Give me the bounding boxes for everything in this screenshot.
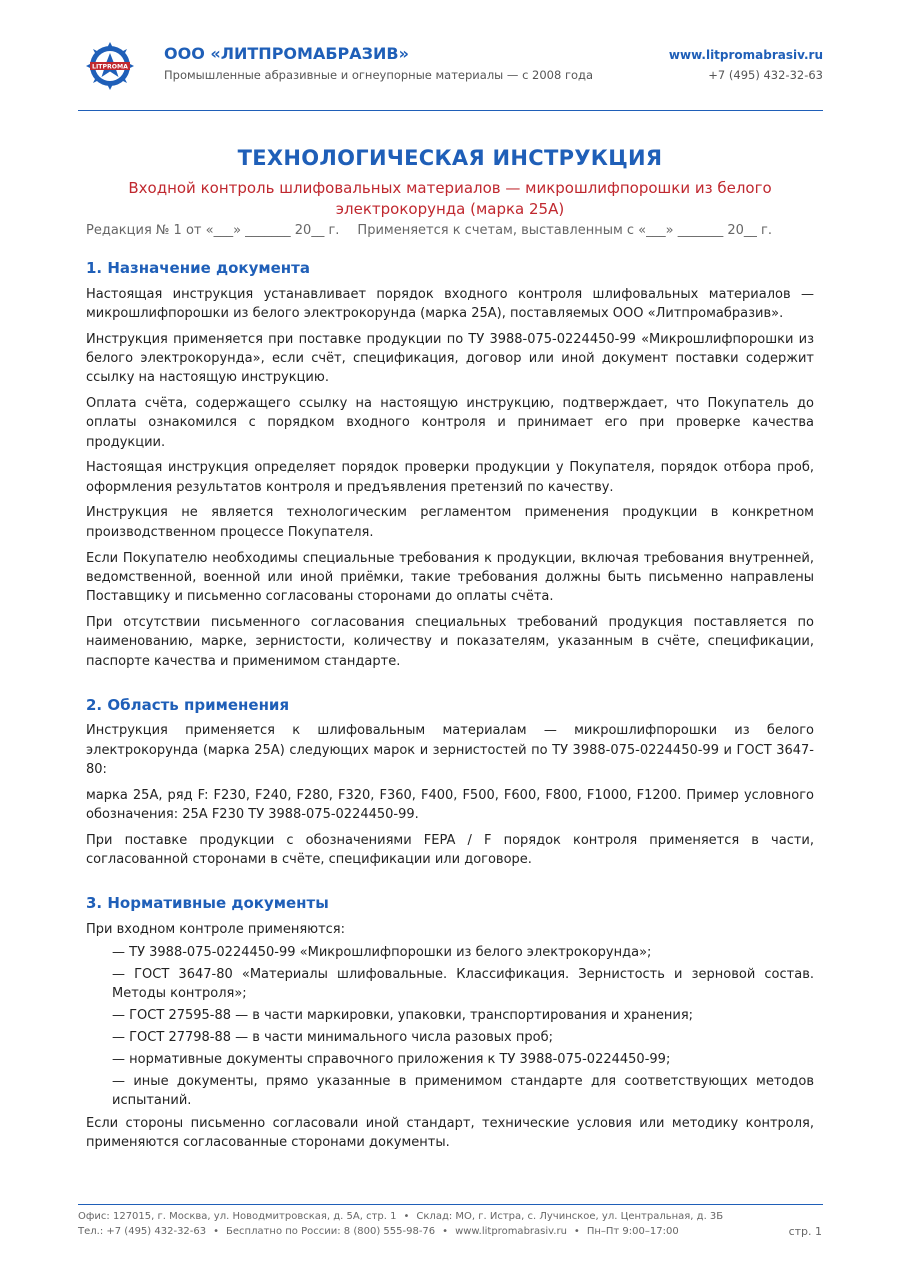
header-divider (78, 110, 823, 111)
section-heading: 1. Назначение документа (86, 259, 310, 277)
footer-contacts (78, 1226, 679, 1237)
warehouse-address: Склад: МО, г. Истра, с. Лучинское, ул. Центральная, д. 3Б (416, 1211, 724, 1222)
logo-text: LITPROMA (92, 63, 128, 71)
footer-phone: Тел.: +7 (495) 432-32-63 (78, 1226, 207, 1237)
revision-info: Редакция № 1 от «___» _______ 20__ г. (86, 223, 340, 238)
bullet-separator: • (442, 1226, 449, 1237)
company-tagline: Промышленные абразивные и огнеупорные материалы — с 2008 года (164, 68, 594, 82)
company-name: ООО «ЛИТПРОМАБРАЗИВ» (164, 44, 409, 63)
page-number: стр. 1 (788, 1225, 822, 1238)
paragraph: Инструкция применяется при поставке продукции по ТУ 3988-075-0224450-99 «Микрошлифпорошки из белого электрокорунда», если счёт, спецификация, договор или иной документ поставки содержит ссылку на настоящую инструкцию. (86, 331, 814, 386)
list-item: — ГОСТ 27595-88 — в части маркировки, упаковки, транспортирования и хранения; (112, 1008, 694, 1024)
paragraph: Настоящая инструкция определяет порядок проверки продукции у Покупателя, порядок отбора проб, оформления результатов контроля и предъявления претензий по качеству. (86, 460, 814, 495)
paragraph: марка 25А, ряд F: F230, F240, F280, F320, F360, F400, F500, F600, F800, F1000, F1200. Пример условного обозначения: 25А F230 ТУ 3988-075-0224450-99. (86, 787, 814, 823)
website-link[interactable]: www.litpromabrasiv.ru (668, 48, 823, 62)
list-item: — ГОСТ 27798-88 — в части минимального числа разовых проб; (112, 1029, 553, 1045)
paragraph: При входном контроле применяются: (86, 921, 346, 937)
paragraph: Инструкция применяется к шлифовальным материалам — микрошлифпорошки из белого электрокорунда (марка 25А) следующих марок и зернистостей по ТУ 3988-075-0224450-99 и ГОСТ 3647-80: (86, 723, 814, 777)
paragraph: Оплата счёта, содержащего ссылку на настоящую инструкцию, подтверждает, что Покупатель до оплаты ознакомился с порядком входного контроля и принимает его при проверке качества продукции. (86, 395, 814, 450)
gear-star-logo (86, 42, 134, 90)
list-item: — ГОСТ 3647-80 «Материалы шлифовальные. Классификация. Зернистость и зерновой состав. Методы контроля»; (112, 967, 814, 1002)
bullet-separator: • (403, 1211, 410, 1222)
section-normative-docs (86, 893, 814, 1152)
list-item: — иные документы, прямо указанные в применимом стандарте для соответствующих методов испытаний. (112, 1073, 814, 1108)
document-body (86, 258, 814, 1153)
section-scope (86, 695, 814, 870)
footer-free-phone: Бесплатно по России: 8 (800) 555-98-76 (226, 1226, 436, 1237)
paragraph: Если Покупателю необходимы специальные требования к продукции, включая требования внутренней, ведомственной, военной или иной приёмки, такие требования должны быть письменно направлены Поставщику и письменно согласованы сторонами до оплаты счёта. (86, 550, 814, 605)
document-subtitle: Входной контроль шлифовальных материалов — микрошлифпорошки из белого электрокорунда (марка 25А) (128, 179, 772, 218)
footer-addresses (78, 1211, 723, 1222)
section-purpose (86, 258, 814, 671)
letterhead (78, 40, 823, 100)
bullet-separator: • (213, 1226, 220, 1237)
normative-list (86, 943, 814, 1110)
paragraph: Если стороны письменно согласовали иной стандарт, технические условия или методику контроля, применяются согласованные сторонами документы. (86, 1116, 814, 1151)
footer-divider (78, 1204, 823, 1205)
paragraph: При поставке продукции с обозначениями FEPA / F порядок контроля применяется в части, согласованной сторонами в счёте, спецификации или договоре. (86, 832, 814, 868)
paragraph: Инструкция не является технологическим регламентом применения продукции в конкретном производственном процессе Покупателя. (86, 505, 814, 540)
section-heading: 2. Область применения (86, 695, 290, 714)
document-title: ТЕХНОЛОГИЧЕСКАЯ ИНСТРУКЦИЯ (237, 146, 663, 170)
bullet-separator: • (573, 1226, 580, 1237)
office-address: Офис: 127015, г. Москва, ул. Новодмитровская, д. 5А, стр. 1 (78, 1211, 397, 1222)
edition-line (86, 223, 814, 238)
paragraph: При отсутствии письменного согласования специальных требований продукция поставляется по наименованию, марке, зернистости, количеству и показателям, указанным в счёте, спецификации, паспорте качества и применимом стандарте. (86, 614, 814, 669)
footer-website[interactable]: www.litpromabrasiv.ru (455, 1226, 567, 1237)
applies-info: Применяется к счетам, выставленным с «___» _______ 20__ г. (357, 223, 772, 238)
footer-hours: Пн–Пт 9:00–17:00 (586, 1226, 679, 1237)
paragraph: Настоящая инструкция устанавливает порядок входного контроля шлифовальных материалов — микрошлифпорошки из белого электрокорунда (марка 25А), поставляемых ООО «Литпромабразив». (86, 286, 814, 321)
list-item: — ТУ 3988-075-0224450-99 «Микрошлифпорошки из белого электрокорунда»; (112, 945, 652, 961)
section-heading: 3. Нормативные документы (86, 894, 329, 913)
phone-number: +7 (495) 432-32-63 (708, 68, 823, 82)
list-item: — нормативные документы справочного приложения к ТУ 3988-075-0224450-99; (112, 1051, 671, 1067)
